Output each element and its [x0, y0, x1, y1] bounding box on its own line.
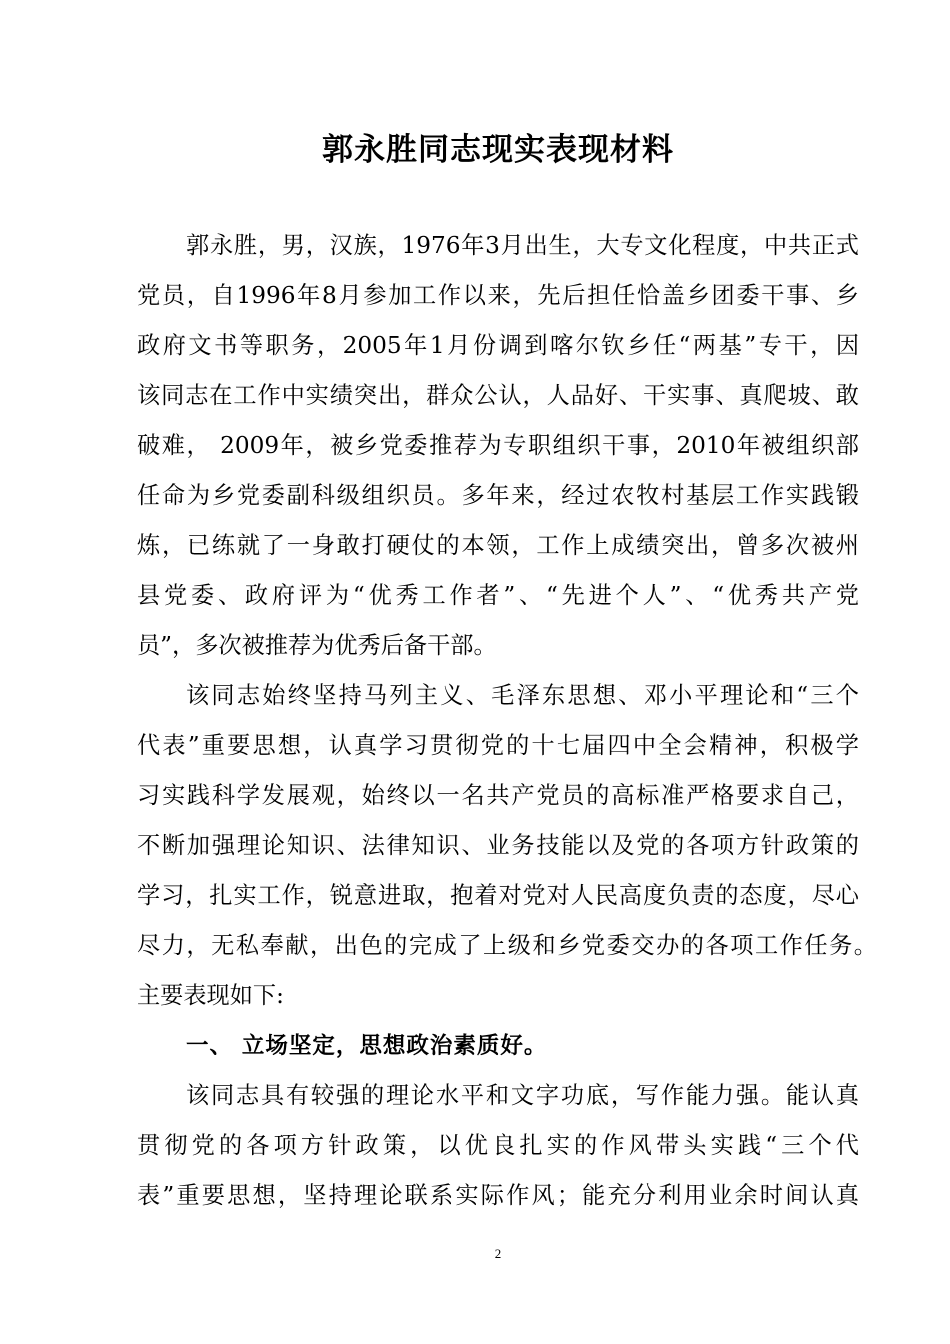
paragraph-2-line-7: 主要表现如下:	[137, 982, 284, 1009]
paragraph-1-line-4: 该同志在工作中实绩突出，群众公认，人品好、干实事、真爬坡、敢	[137, 382, 859, 409]
paragraph-1-line-8: 县党委、政府评为“优秀工作者”、“先进个人”、“优秀共产党	[137, 582, 859, 609]
paragraph-2-line-1: 该同志始终坚持马列主义、毛泽东思想、邓小平理论和“三个	[186, 682, 859, 709]
section-heading-1: 一、 立场坚定，思想政治素质好。	[186, 1033, 548, 1059]
paragraph-1-line-1: 郭永胜，男，汉族，1976年3月出生，大专文化程度，中共正式	[186, 232, 859, 259]
document-title: 郭永胜同志现实表现材料	[322, 132, 674, 168]
paragraph-1-line-7: 炼，已练就了一身敢打硬仗的本领，工作上成绩突出，曾多次被州	[137, 532, 859, 559]
paragraph-3-line-3: 表”重要思想，坚持理论联系实际作风；能充分利用业余时间认真	[137, 1182, 859, 1209]
paragraph-2-line-4: 不断加强理论知识、法律知识、业务技能以及党的各项方针政策的	[137, 832, 859, 859]
paragraph-1-line-3: 政府文书等职务，2005年1月份调到喀尔钦乡任“两基”专干，因	[137, 332, 859, 359]
paragraph-1-line-2: 党员，自1996年8月参加工作以来，先后担任恰盖乡团委干事、乡	[137, 282, 859, 309]
paragraph-2-line-6: 尽力，无私奉献，出色的完成了上级和乡党委交办的各项工作任务。	[137, 932, 877, 959]
paragraph-2-line-3: 习实践科学发展观，始终以一名共产党员的高标准严格要求自己，	[137, 782, 859, 809]
paragraph-1-line-9: 员”，多次被推荐为优秀后备干部。	[137, 632, 497, 659]
paragraph-1-line-5: 破难， 2009年，被乡党委推荐为专职组织干事，2010年被组织部	[137, 432, 859, 459]
paragraph-2-line-5: 学习，扎实工作，锐意进取，抱着对党对人民高度负责的态度，尽心	[137, 882, 859, 909]
paragraph-2-line-2: 代表”重要思想，认真学习贯彻党的十七届四中全会精神，积极学	[137, 732, 859, 759]
paragraph-1-line-6: 任命为乡党委副科级组织员。多年来，经过农牧村基层工作实践锻	[137, 482, 859, 509]
page-number: 2	[494, 1246, 502, 1261]
paragraph-3-line-2: 贯彻党的各项方针政策，以优良扎实的作风带头实践“三个代	[137, 1132, 859, 1159]
paragraph-3-line-1: 该同志具有较强的理论水平和文字功底，写作能力强。能认真	[186, 1082, 859, 1109]
